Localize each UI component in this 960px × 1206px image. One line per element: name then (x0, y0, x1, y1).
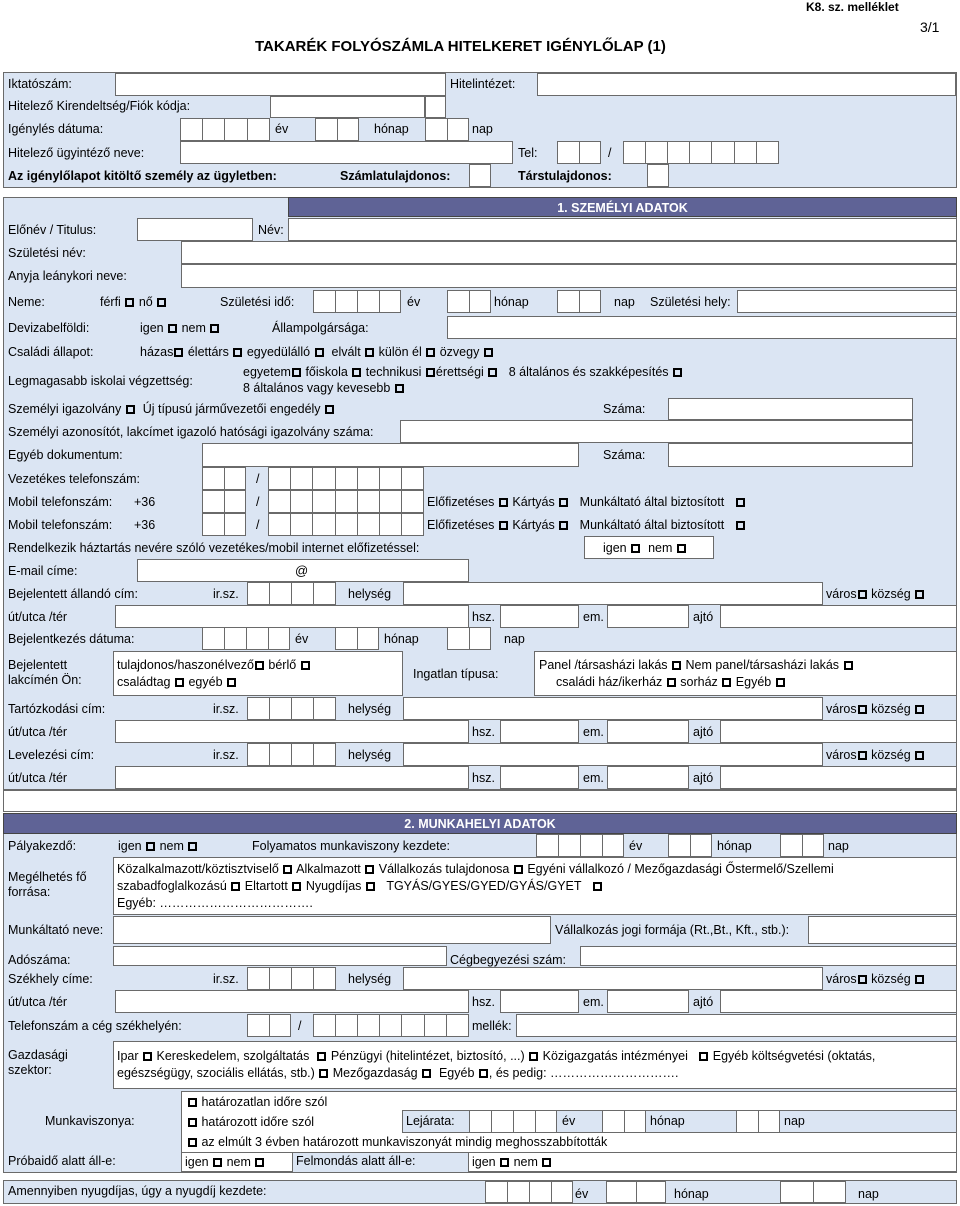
levelezesi-city-checkbox[interactable] (858, 751, 867, 760)
levelezesi-ajto-field[interactable] (720, 766, 957, 789)
mellek-field[interactable] (516, 1014, 957, 1037)
vocational-checkbox[interactable] (673, 368, 682, 377)
nev-field[interactable] (288, 218, 957, 241)
business-owner-checkbox[interactable] (514, 865, 523, 874)
label-birth-nap: nap (614, 295, 635, 309)
label-neme: Neme: (8, 295, 45, 309)
label-bej-lakcim: Bejelentett lakcímén Ön: (8, 658, 82, 687)
income-options-1[interactable]: Közalkalmazott/köztisztviselő Alkalmazott Vállalkozás tulajdonosa Egyéni vállalkozó / Mezőgazdasági Őstermelő/Szellemi (117, 862, 834, 876)
label-fiok: Hitelező Kirendeltség/Fiók kódja: (8, 99, 191, 113)
family-member-checkbox[interactable] (175, 678, 184, 687)
label-bej-honap: hónap (384, 632, 419, 646)
mobil-2-prepaid-checkbox[interactable] (559, 521, 568, 530)
label-tarstulajdonos: Társtulajdonos: (518, 169, 612, 183)
divorced-checkbox[interactable] (365, 348, 374, 357)
szekhely-village-checkbox[interactable] (915, 975, 924, 984)
spacer-row (3, 790, 957, 812)
deviza-no-checkbox[interactable] (210, 324, 219, 333)
fiok-code-field[interactable] (270, 96, 425, 118)
allando-hsz-field[interactable] (500, 605, 579, 628)
label-elonev: Előnév / Titulus: (8, 223, 97, 237)
label-lejarat-honap: hónap (650, 1114, 685, 1128)
dependent-checkbox[interactable] (292, 882, 301, 891)
label-helyseg-4: helység (348, 972, 392, 986)
felmondas-yes-checkbox[interactable] (500, 1158, 509, 1167)
allando-em-field[interactable] (607, 605, 689, 628)
fixed-term-checkbox[interactable] (188, 1118, 197, 1127)
mobil-2-subscription-checkbox[interactable] (499, 521, 508, 530)
palyakezdo-no-checkbox[interactable] (188, 842, 197, 851)
male-label: férfi (100, 295, 121, 309)
mobil-2-slash: / (256, 518, 260, 532)
label-lejarat-ev: év (562, 1114, 576, 1128)
panel-checkbox[interactable] (672, 661, 681, 670)
label-tartozkodasi: Tartózkodási cím: (8, 702, 106, 716)
female-label: nő (138, 295, 153, 309)
iktatoszam-field[interactable] (115, 73, 446, 96)
email-at-sign: @ (295, 563, 309, 578)
indefinite-checkbox[interactable] (188, 1098, 197, 1107)
fiok-code-box[interactable] (425, 96, 446, 118)
primary-checkbox[interactable] (395, 384, 404, 393)
owner-checkbox[interactable] (255, 661, 264, 670)
deviza-options[interactable]: igen nem (140, 321, 220, 335)
label-hsz-3: hsz. (472, 771, 495, 785)
label-cegj: Cégbegyezési szám: (450, 953, 567, 967)
label-irsz-1: ir.sz. (213, 587, 239, 601)
label-szama-2: Száma: (603, 448, 646, 462)
allando-utca-field[interactable] (115, 605, 469, 628)
label-work-nap: nap (828, 839, 849, 853)
residence-options-2[interactable]: családtag egyéb (117, 675, 237, 689)
label-probaido: Próbaidő alatt áll-e: (8, 1154, 116, 1168)
mobil-1-slash: / (256, 495, 260, 509)
mobil-2-prefix: +36 (134, 518, 156, 532)
house-checkbox[interactable] (667, 678, 676, 687)
allando-city-checkbox[interactable] (858, 590, 867, 599)
label-irsz-4: ir.sz. (213, 972, 239, 986)
levelezesi-em-field[interactable] (607, 766, 689, 789)
non-panel-checkbox[interactable] (844, 661, 853, 670)
label-irsz-2: ir.sz. (213, 702, 239, 716)
label-azonosito: Személyi azonosítót, lakcímet igazoló hatósági igazolvány száma: (8, 425, 374, 439)
mobil-1-employer-checkbox[interactable] (736, 498, 745, 507)
id-number-field[interactable] (668, 398, 913, 420)
label-ugyintezo: Hitelező ügyintéző neve: (8, 146, 145, 160)
pensioner-checkbox[interactable] (366, 882, 375, 891)
tartozkodasi-utca-field[interactable] (115, 720, 469, 743)
probaido-no-checkbox[interactable] (255, 1158, 264, 1167)
tartozkodasi-hsz-field[interactable] (500, 720, 579, 743)
label-irsz-3: ir.sz. (213, 748, 239, 762)
label-lejarat-nap: nap (784, 1114, 805, 1128)
label-helyseg-1: helység (348, 587, 392, 601)
szulhely-field[interactable] (737, 290, 957, 313)
allando-type-options[interactable]: város község (826, 587, 925, 601)
azonosito-field[interactable] (400, 420, 913, 443)
allando-village-checkbox[interactable] (915, 590, 924, 599)
mobil-1-type-options[interactable]: Előfizetéses Kártyás Munkáltató által biztosított (427, 495, 746, 509)
szekhely-em-field[interactable] (607, 990, 689, 1013)
page-title: TAKARÉK FOLYÓSZÁMLA HITELKERET IGÉNYLŐLAP (1) (255, 38, 666, 55)
label-nev: Név: (258, 223, 284, 237)
allando-ajto-field[interactable] (720, 605, 957, 628)
widowed-checkbox[interactable] (484, 348, 493, 357)
label-helyseg-2: helység (348, 702, 392, 716)
label-em-1: em. (583, 610, 604, 624)
tartozkodasi-type-options[interactable]: város község (826, 702, 925, 716)
munkaltato-field[interactable] (113, 916, 551, 944)
levelezesi-helyseg-field[interactable] (403, 743, 823, 766)
anyja-field[interactable] (181, 264, 957, 288)
label-utca-4: út/utca /tér (8, 995, 68, 1009)
allando-helyseg-field[interactable] (403, 582, 823, 605)
label-megelhetes: Megélhetés fő forrása: (8, 870, 87, 899)
label-utca-1: út/utca /tér (8, 610, 68, 624)
label-birth-ev: év (407, 295, 421, 309)
label-hsz-2: hsz. (472, 725, 495, 739)
elonev-field[interactable] (137, 218, 253, 241)
levelezesi-utca-field[interactable] (115, 766, 469, 789)
ugyintezo-field[interactable] (180, 141, 513, 164)
public-admin-checkbox[interactable] (699, 1052, 708, 1061)
property-options-1[interactable]: Panel /társasházi lakás Nem panel/társasházi lakás (539, 658, 854, 672)
rowhouse-checkbox[interactable] (722, 678, 731, 687)
section-title-work: 2. MUNKAHELYI ADATOK (3, 813, 957, 834)
sector-options-2[interactable]: egészségügy, szociális ellátás, stb.) Mezőgazdaság Egyéb , és pedig: …………………………. (117, 1066, 679, 1080)
marital-options[interactable]: házas élettárs egyedülálló elvált külön él özvegy (140, 345, 494, 359)
income-options-2[interactable]: szabadfoglalkozású Eltartott Nyugdíjas TGYÁS/GYES/GYED/GYÁS/GYET (117, 879, 603, 893)
label-internet: Rendelkezik háztartás nevére szóló vezetékes/mobil internet előfizetéssel: (8, 541, 420, 555)
label-telefon-ceg: Telefonszám a cég székhelyén: (8, 1019, 182, 1033)
label-iskola: Legmagasabb iskolai végzettség: (8, 374, 193, 388)
label-hsz-4: hsz. (472, 995, 495, 1009)
label-utca-3: út/utca /tér (8, 771, 68, 785)
label-helyseg-3: helység (348, 748, 392, 762)
finance-checkbox[interactable] (529, 1052, 538, 1061)
label-ajto-3: ajtó (693, 771, 714, 785)
label-palyakezdo: Pályakezdő: (8, 839, 77, 853)
label-jogi: Vállalkozás jogi formája (Rt.,Bt., Kft., stb.): (555, 923, 790, 937)
label-pension-nap: nap (858, 1187, 879, 1201)
landline-slash: / (256, 472, 260, 486)
probaido-options[interactable]: igen nem (185, 1155, 265, 1169)
palyakezdo-yes-checkbox[interactable] (146, 842, 155, 851)
felmondas-options[interactable]: igen nem (472, 1155, 552, 1169)
indefinite-option[interactable]: határozatlan időre szól (187, 1095, 327, 1109)
property-other-checkbox[interactable] (776, 678, 785, 687)
label-email: E-mail címe: (8, 564, 78, 578)
income-other: Egyéb: ………………………………. (117, 896, 313, 910)
label-adoszam: Adószáma: (8, 953, 71, 967)
label-ingatlan: Ingatlan típusa: (413, 667, 499, 681)
label-em-3: em. (583, 771, 604, 785)
deviza-yes-checkbox[interactable] (168, 324, 177, 333)
extended-option[interactable]: az elmúlt 3 évben határozott munkaviszonyát mindig meghosszabbították (187, 1135, 607, 1149)
annex-label: K8. sz. melléklet (806, 0, 899, 14)
gender-options[interactable] (100, 295, 167, 309)
label-mobil-1: Mobil telefonszám: (8, 495, 113, 509)
label-egyeb-dok: Egyéb dokumentum: (8, 448, 123, 462)
label-szulnev: Születési név: (8, 246, 86, 260)
date-year-field[interactable] (180, 118, 270, 141)
tenant-checkbox[interactable] (301, 661, 310, 670)
label-utca-2: út/utca /tér (8, 725, 68, 739)
szekhely-helyseg-field[interactable] (403, 967, 823, 990)
adoszam-field[interactable] (113, 946, 447, 966)
label-hitelintezet: Hitelintézet: (450, 77, 516, 91)
mobil-2-type-options[interactable]: Előfizetéses Kártyás Munkáltató által biztosított (427, 518, 746, 532)
extended-checkbox[interactable] (188, 1138, 197, 1147)
health-checkbox[interactable] (319, 1069, 328, 1078)
label-datum: Igénylés dátuma: (8, 122, 104, 136)
mobil-2-employer-checkbox[interactable] (736, 521, 745, 530)
label-lejarata: Lejárata: (406, 1114, 455, 1128)
ceg-tel-slash: / (298, 1019, 302, 1033)
fixed-term-option[interactable]: határozott időre szól (187, 1115, 314, 1129)
property-options-2[interactable]: családi ház/ikerház sorház Egyéb (556, 675, 786, 689)
label-iktatoszam: Iktatószám: (8, 77, 72, 91)
label-allampolg: Állampolgársága: (272, 321, 369, 335)
label-honap: hónap (374, 122, 409, 136)
levelezesi-hsz-field[interactable] (500, 766, 579, 789)
label-ajto-2: ajtó (693, 725, 714, 739)
tarstulajdonos-box[interactable] (647, 164, 669, 187)
tartozkodasi-helyseg-field[interactable] (403, 697, 823, 720)
residence-other-checkbox[interactable] (227, 678, 236, 687)
label-vezetekes: Vezetékes telefonszám: (8, 472, 141, 486)
public-servant-checkbox[interactable] (283, 865, 292, 874)
label-bej-nap: nap (504, 632, 525, 646)
label-munkaltato: Munkáltató neve: (8, 923, 104, 937)
childcare-checkbox[interactable] (593, 882, 602, 891)
label-hsz-1: hsz. (472, 610, 495, 624)
label-ajto-1: ajtó (693, 610, 714, 624)
jogi-forma-field[interactable] (808, 916, 957, 944)
label-deviza: Devizabelföldi: (8, 321, 90, 335)
matura-checkbox[interactable] (488, 368, 497, 377)
label-allando: Bejelentett állandó cím: (8, 587, 138, 601)
label-folyamatos: Folyamatos munkaviszony kezdete: (252, 839, 451, 853)
label-birth-honap: hónap (494, 295, 529, 309)
internet-options[interactable]: igen nem (603, 541, 687, 555)
male-checkbox[interactable] (125, 298, 134, 307)
felmondas-no-checkbox[interactable] (542, 1158, 551, 1167)
tartozkodasi-village-checkbox[interactable] (915, 705, 924, 714)
agriculture-checkbox[interactable] (422, 1069, 431, 1078)
university-checkbox[interactable] (292, 368, 301, 377)
szulnev-field[interactable] (181, 241, 957, 264)
label-bej-ev: év (295, 632, 309, 646)
education-options-1[interactable]: egyetem főiskola technikusi érettségi 8 általános és szakképesítés (243, 365, 683, 379)
internet-no-checkbox[interactable] (677, 544, 686, 553)
allampolg-field[interactable] (447, 316, 957, 339)
label-gazd: Gazdasági szektor: (8, 1048, 68, 1077)
label-em-4: em. (583, 995, 604, 1009)
label-pension-honap: hónap (674, 1187, 709, 1201)
label-mellek: mellék: (472, 1019, 512, 1033)
license-checkbox[interactable] (325, 405, 334, 414)
cegj-field[interactable] (580, 946, 957, 966)
egyeb-dok-field[interactable] (202, 443, 579, 467)
label-nyugdij: Amennyiben nyugdíjas, úgy a nyugdíj kezdete: (8, 1184, 267, 1198)
residence-options-1[interactable]: tulajdonos/haszonélvező bérlő (117, 658, 311, 672)
sector-options-1[interactable]: Ipar Kereskedelem, szolgáltatás Pénzügyi (hitelintézet, biztosító, ...) Közigazgatás intézményei Egyéb költségvetési (oktatás, (117, 1049, 876, 1063)
page-number: 3/1 (920, 19, 940, 35)
mobil-1-prepaid-checkbox[interactable] (559, 498, 568, 507)
trade-checkbox[interactable] (317, 1052, 326, 1061)
label-work-honap: hónap (717, 839, 752, 853)
label-work-ev: év (629, 839, 643, 853)
college-checkbox[interactable] (352, 368, 361, 377)
tartozkodasi-em-field[interactable] (607, 720, 689, 743)
tartozkodasi-city-checkbox[interactable] (858, 705, 867, 714)
married-checkbox[interactable] (174, 348, 183, 357)
label-pension-ev: év (575, 1187, 589, 1201)
label-szulido: Születési idő: (220, 295, 295, 309)
partner-checkbox[interactable] (233, 348, 242, 357)
szekhely-city-checkbox[interactable] (858, 975, 867, 984)
tel-slash: / (608, 146, 612, 160)
label-szamlatulajdonos: Számlatulajdonos: (340, 169, 451, 183)
separated-checkbox[interactable] (426, 348, 435, 357)
label-szulhely: Születési hely: (650, 295, 731, 309)
szekhely-type-options[interactable]: város község (826, 972, 925, 986)
internet-yes-checkbox[interactable] (631, 544, 640, 553)
freelancer-checkbox[interactable] (231, 882, 240, 891)
label-felmondas: Felmondás alatt áll-e: (296, 1154, 416, 1168)
egyeb-dok-number-field[interactable] (668, 443, 913, 467)
industry-checkbox[interactable] (143, 1052, 152, 1061)
szekhely-hsz-field[interactable] (500, 990, 579, 1013)
levelezesi-type-options[interactable]: város község (826, 748, 925, 762)
section-title-personal: 1. SZEMÉLYI ADATOK (288, 197, 957, 217)
label-tel: Tel: (518, 146, 538, 160)
label-kitolto: Az igénylőlapot kitöltő személy az ügyletben: (8, 169, 277, 183)
szekhely-utca-field[interactable] (115, 990, 469, 1013)
female-checkbox[interactable] (157, 298, 166, 307)
id-card-checkbox[interactable] (126, 405, 135, 414)
label-anyja: Anyja leánykori neve: (8, 269, 127, 283)
label-levelezesi: Levelezési cím: (8, 748, 95, 762)
hitelintezet-field[interactable] (537, 73, 956, 96)
label-csaladi: Családi állapot: (8, 345, 94, 359)
palyakezdo-options[interactable]: igen nem (118, 839, 198, 853)
mobil-1-subscription-checkbox[interactable] (499, 498, 508, 507)
label-szekhely: Székhely címe: (8, 972, 93, 986)
label-bej-datum: Bejelentkezés dátuma: (8, 632, 135, 646)
label-mobil-2: Mobil telefonszám: (8, 518, 113, 532)
sector-other-checkbox[interactable] (479, 1069, 488, 1078)
education-options-2[interactable]: 8 általános vagy kevesebb (243, 381, 405, 395)
technical-checkbox[interactable] (426, 368, 435, 377)
single-checkbox[interactable] (315, 348, 324, 357)
label-nap: nap (472, 122, 493, 136)
label-ev: év (275, 122, 289, 136)
id-options[interactable]: Személyi igazolvány Új típusú járművezetői engedély (8, 402, 335, 416)
label-ajto-4: ajtó (693, 995, 714, 1009)
tartozkodasi-ajto-field[interactable] (720, 720, 957, 743)
probaido-yes-checkbox[interactable] (213, 1158, 222, 1167)
szamlatulajdonos-box[interactable] (469, 164, 491, 187)
levelezesi-village-checkbox[interactable] (915, 751, 924, 760)
szekhely-ajto-field[interactable] (720, 990, 957, 1013)
employee-checkbox[interactable] (365, 865, 374, 874)
mobil-1-prefix: +36 (134, 495, 156, 509)
label-em-2: em. (583, 725, 604, 739)
label-munkaviszony: Munkaviszonya: (45, 1114, 135, 1128)
label-szama-1: Száma: (603, 402, 646, 416)
